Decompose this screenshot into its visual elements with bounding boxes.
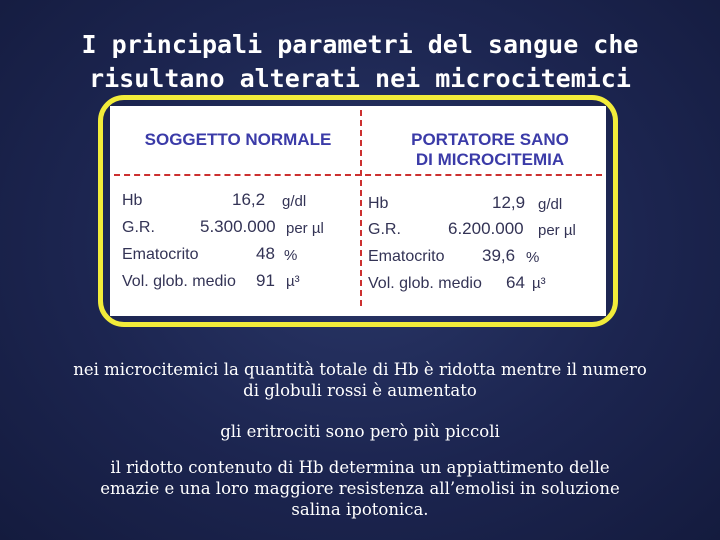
carrier-hb-value: 12,9	[492, 193, 526, 212]
comparison-table	[110, 106, 606, 316]
carrier-hb-unit: g/dl	[538, 196, 563, 213]
carrier-gr-value: 6.200.000	[448, 219, 524, 238]
normal-ematocrito-unit: %	[284, 247, 298, 264]
carrier-ematocrito-label: Ematocrito	[368, 248, 445, 265]
paragraph-3-line-2: emazie e una loro maggiore resistenza all’emolisi in soluzione	[100, 479, 620, 498]
carrier-header-line-1: PORTATORE SANO	[411, 130, 569, 149]
normal-gr-value: 5.300.000	[200, 217, 276, 236]
carrier-ematocrito-value: 39,6	[482, 246, 516, 265]
title-line-1: I principali parametri del sangue che	[81, 30, 639, 59]
carrier-hb-label: Hb	[368, 195, 389, 212]
column-divider	[360, 110, 362, 306]
carrier-gr-unit: per µl	[538, 222, 576, 239]
paragraph-3-line-3: salina ipotonica.	[291, 500, 429, 519]
paragraph-1	[40, 359, 680, 401]
title-line-2: risultano alterati nei microcitemici	[89, 64, 631, 93]
carrier-vol-value: 64	[506, 273, 525, 292]
paragraph-2: gli eritrociti sono però più piccoli	[220, 422, 500, 441]
normal-vol-label: Vol. glob. medio	[122, 273, 236, 290]
normal-hb-value: 16,2	[232, 190, 266, 209]
paragraph-3	[40, 457, 680, 520]
carrier-gr-label: G.R.	[368, 221, 401, 238]
normal-gr-unit: per µl	[286, 220, 324, 237]
carrier-header-line-2: DI MICROCITEMIA	[415, 150, 565, 169]
carrier-header	[380, 130, 600, 170]
carrier-ematocrito-unit: %	[526, 249, 540, 266]
normal-ematocrito-label: Ematocrito	[122, 246, 199, 263]
normal-vol-unit: µ³	[286, 273, 300, 290]
normal-header: SOGGETTO NORMALE	[144, 130, 332, 149]
carrier-vol-unit: µ³	[532, 275, 546, 292]
header-divider	[114, 174, 602, 176]
normal-hb-label: Hb	[122, 192, 143, 209]
paragraph-1-line-1: nei microcitemici la quantità totale di Hb è ridotta mentre il numero	[73, 360, 647, 379]
paragraph-3-line-1: il ridotto contenuto di Hb determina un appiattimento delle	[110, 458, 610, 477]
slide-title	[0, 28, 720, 96]
paragraph-1-line-2: di globuli rossi è aumentato	[243, 381, 477, 400]
normal-ematocrito-value: 48	[256, 244, 275, 263]
normal-vol-value: 91	[256, 271, 275, 290]
carrier-vol-label: Vol. glob. medio	[368, 275, 482, 292]
normal-hb-unit: g/dl	[282, 193, 307, 210]
normal-gr-label: G.R.	[122, 219, 155, 236]
